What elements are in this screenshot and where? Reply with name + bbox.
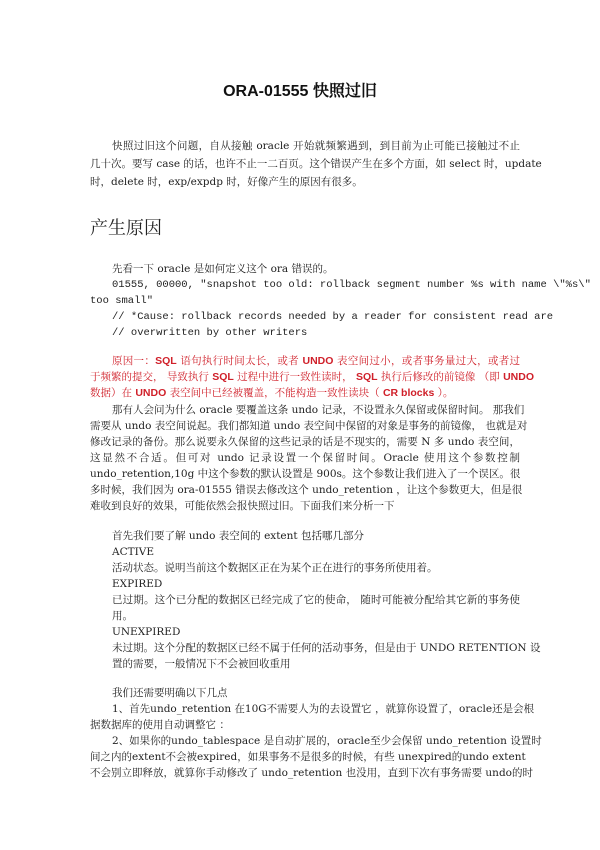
page-title: ORA-01555 快照过旧 [223, 83, 377, 100]
para-line: 难收到良好的效果，可能依然会报快照过旧。下面我们来分析一下 [90, 500, 395, 512]
point-line: 不会别立即释放，就算你手动修改了 undo_retention 也没用，直到下次有事务需要 undo的时 [90, 767, 533, 779]
definition-line: 01555, 00000, "snapshot too old: rollback segment number %s with name \"%s\" [112, 279, 591, 291]
cause-text: UNDO [503, 371, 534, 383]
para-line: 多时候，我们因为 ora-01555 错误去修改这个 undo_retention ，让这个参数更大，但是很 [90, 484, 523, 496]
intro-line: 时，delete 时，exp/expdp 时，好像产生的原因有很多。 [90, 176, 363, 188]
cause-line [90, 370, 534, 384]
para-line: 需要从 undo 表空间说起。我们都知道 undo 表空间中保留的对象是事务的前镜像， 也就是对 [90, 420, 528, 432]
cause-line [90, 386, 520, 400]
cause-text: 过程中进行一致性读时， [233, 371, 356, 383]
para-line: 这显然不合适。但可对 undo 记录设置一个保留时间。Oracle 使用这个参数控制 [90, 452, 520, 464]
cause-text: 表空间中已经被覆盖，不能构造一致性读块（ [166, 387, 383, 399]
para-line: 修改记录的备份。那么说要永久保留的这些记录的话是不现实的，需要 N 多 undo 表空间， [90, 436, 520, 448]
definition-line: too small" [90, 295, 154, 307]
cause-text: 于频繁的提交， 导致执行 [90, 371, 213, 383]
extent-line: EXPIRED [112, 578, 163, 590]
definition-line: // *Cause: rollback records needed by a reader for consistent read are [112, 311, 554, 323]
cause-text: 语句执行时间太长，或者 [176, 355, 303, 367]
para-line: undo_retention,10g 中这个参数的默认设置是 900s。这个参数让我们进入了一个误区。很 [90, 468, 521, 480]
extent-line: 已过期。这个已分配的数据区已经完成了它的使命， 随时可能被分配给其它新的事务使 [112, 594, 520, 606]
extent-line: 活动状态。说明当前这个数据区正在为某个正在进行的事务所使用着。 [112, 562, 438, 574]
cause-text: 表空间过小，或者事务量过大，或者过 [333, 355, 521, 367]
cause-line [90, 354, 520, 368]
point-line: 我们还需要明确以下几点 [112, 687, 228, 699]
section-heading: 产生原因 [90, 218, 162, 239]
point-line: 2、如果你的undo_tablespace 是自动扩展的，oracle至少会保留 undo_retention 设置时 [112, 735, 542, 747]
extent-line: ACTIVE [112, 546, 155, 558]
cause-text: 执行后修改的前镜像 （即 [377, 371, 504, 383]
cause-text: 原因一： [112, 355, 156, 367]
extent-line: 用。 [112, 610, 133, 622]
point-line: 据数据库的使用自动调整它 ： [90, 719, 230, 731]
cause-text: 数据）在 [90, 387, 136, 399]
extent-line: UNEXPIRED [112, 626, 181, 638]
cause-text: ）。 [434, 387, 454, 399]
intro-line: 快照过旧这个问题，自从接触 oracle 开始就频繁遇到，到目前为止可能已接触过不止 [112, 140, 520, 152]
intro-line: 几十次。要写 case 的话，也许不止一二百页。这个错误产生在多个方面，如 select 时，update [90, 158, 542, 170]
cause-text: UNDO [302, 355, 334, 367]
definition-line: 先看一下 oracle 是如何定义这个 ora 错误的。 [112, 263, 334, 275]
extent-line: 首先我们要了解 undo 表空间的 extent 包括哪几部分 [112, 530, 364, 542]
point-line: 1、首先undo_retention 在10G不需要人为的去设置它 ，就算你设置了，oracle还是会根 [112, 703, 535, 715]
cause-text: SQL [355, 371, 378, 383]
extent-line: 未过期。这个分配的数据区已经不属于任何的活动事务，但是由于 UNDO RETENTION 设 [112, 642, 541, 654]
cause-text: UNDO [135, 387, 167, 399]
cause-text: CR blocks [382, 387, 435, 399]
cause-text: SQL [212, 371, 234, 383]
para-line: 那有人会问为什么 oracle 要覆盖这条 undo 记录，不设置永久保留或保留时间。 那我们 [112, 404, 525, 416]
definition-line: // overwritten by other writers [112, 327, 308, 339]
point-line: 间之内的extent不会被expired，如果事务不是很多的时候，有些 unexpired的undo extent [90, 751, 526, 763]
extent-line: 置的需要，一般情况下不会被回收重用 [112, 658, 291, 670]
cause-text: SQL [155, 355, 177, 367]
